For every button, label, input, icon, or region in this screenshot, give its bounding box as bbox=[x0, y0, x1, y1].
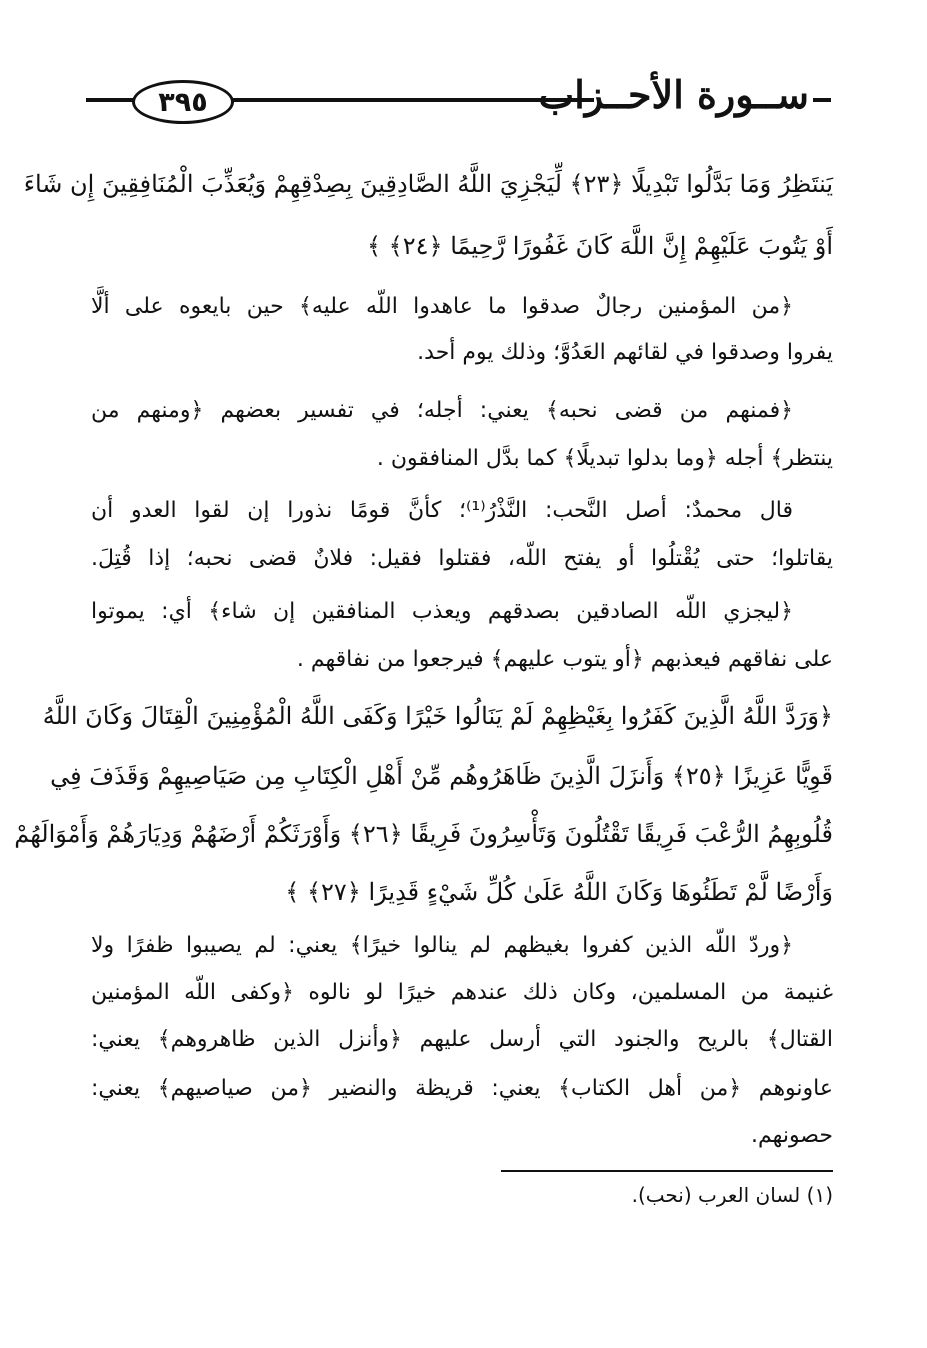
commentary-line: عاونوهم ﴿من أهل الكتاب﴾ يعني: قريظة والنضير ﴿من صياصيهم﴾ يعني: bbox=[91, 1076, 833, 1101]
quran-verse-line: وَأَرْضًا لَّمْ تَطَئُوهَا وَكَانَ اللَّهُ عَلَىٰ كُلِّ شَيْءٍ قَدِيرًا ﴿٢٧﴾ ﴾ bbox=[285, 878, 833, 906]
page-header bbox=[86, 62, 831, 134]
commentary-line: القتال﴾ بالريح والجنود التي أرسل عليهم ﴿وأنزل الذين ظاهروهم﴾ يعني: bbox=[91, 1027, 833, 1052]
commentary-line: ﴿فمنهم من قضى نحبه﴾ يعني: أجله؛ في تفسير بعضهم ﴿ومنهم من bbox=[91, 398, 793, 423]
commentary-line: ﴿من المؤمنين رجالٌ صدقوا ما عاهدوا اللّه عليه﴾ حين بايعوه على ألَّا bbox=[91, 294, 793, 319]
commentary-line: ﴿وردّ اللّه الذين كفروا بغيظهم لم ينالوا خيرًا﴾ يعني: لم يصيبوا ظفرًا ولا bbox=[91, 933, 793, 958]
header-rule-middle bbox=[214, 98, 594, 102]
commentary-line: ينتظر﴾ أجله ﴿وما بدلوا تبديلًا﴾ كما بدَّل المنافقون . bbox=[376, 446, 833, 471]
quran-verse-line: قُلُوبِهِمُ الرُّعْبَ فَرِيقًا تَقْتُلُونَ وَتَأْسِرُونَ فَرِيقًا ﴿٢٦﴾ وَأَوْرَثَكُمْ أَرْضَهُمْ وَدِيَارَهُمْ وَأَمْوَالَهُمْ bbox=[14, 820, 833, 848]
quran-verse-line: قَوِيًّا عَزِيزًا ﴿٢٥﴾ وَأَنزَلَ الَّذِينَ ظَاهَرُوهُم مِّنْ أَهْلِ الْكِتَابِ مِن صَيَاصِيهِمْ وَقَذَفَ فِي bbox=[50, 762, 833, 790]
commentary-line: غنيمة من المسلمين، وكان ذلك عندهم خيرًا لو نالوه ﴿وكفى اللّه المؤمنين bbox=[91, 980, 833, 1005]
header-rule-right bbox=[813, 98, 831, 102]
commentary-line: حصونهم. bbox=[751, 1123, 833, 1148]
quran-verse-line: يَنتَظِرُ وَمَا بَدَّلُوا تَبْدِيلًا ﴿٢٣﴾ لِّيَجْزِيَ اللَّهُ الصَّادِقِينَ بِصِدْقِهِمْ وَيُعَذِّبَ الْمُنَافِقِينَ إِن شَاءَ bbox=[23, 170, 833, 198]
page-number: ٣٩٥ bbox=[132, 80, 234, 124]
footnote: (١) لسان العرب (نحب). bbox=[631, 1183, 833, 1207]
commentary-line: يقاتلوا؛ حتى يُقْتلُوا أو يفتح اللّه، فقتلوا فقيل: فلانٌ قضى نحبه؛ إذا قُتِلَ. bbox=[91, 546, 833, 571]
surah-title: ســورة الأحــزاب bbox=[538, 72, 809, 117]
quran-verse-line: أَوْ يَتُوبَ عَلَيْهِمْ إِنَّ اللَّهَ كَانَ غَفُورًا رَّحِيمًا ﴿٢٤﴾ ﴾ bbox=[366, 232, 833, 260]
commentary-line: قال محمدٌ: أصل النَّحب: النَّذْرُ⁽¹⁾؛ كأنَّ قومًا نذورا إن لقوا العدو أن bbox=[91, 498, 794, 523]
quran-verse-line: ﴿وَرَدَّ اللَّهُ الَّذِينَ كَفَرُوا بِغَيْظِهِمْ لَمْ يَنَالُوا خَيْرًا وَكَفَى اللَّهُ الْمُؤْمِنِينَ الْقِتَالَ وَكَانَ اللَّهُ bbox=[42, 702, 833, 730]
commentary-line: على نفاقهم فيعذبهم ﴿أو يتوب عليهم﴾ فيرجعوا من نفاقهم . bbox=[296, 647, 833, 672]
commentary-line: ﴿ليجزي اللّه الصادقين بصدقهم ويعذب المنافقين إن شاء﴾ أي: يموتوا bbox=[91, 599, 793, 624]
footnote-separator bbox=[501, 1170, 833, 1172]
commentary-line: يفروا وصدقوا في لقائهم العَدُوَّ؛ وذلك يوم أحد. bbox=[417, 340, 833, 365]
